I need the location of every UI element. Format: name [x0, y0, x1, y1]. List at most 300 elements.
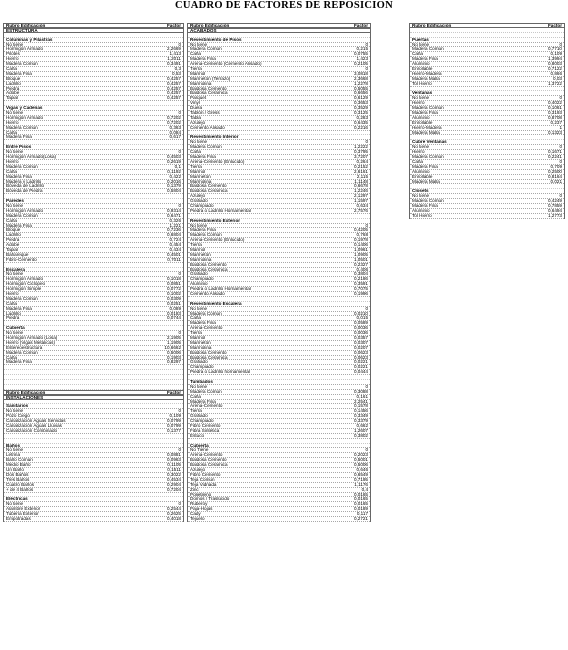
factor-value: 0,7202: [166, 115, 181, 120]
factor-value: 0,9314: [166, 208, 181, 213]
factor-value: [301, 135, 370, 139]
factor-value: 0,0799: [166, 419, 181, 424]
factor-value: 0,2016: [166, 179, 181, 184]
factor-value: 0,0444: [353, 370, 368, 375]
rubro-label: Estereoestructura: [6, 345, 43, 350]
factor-value: [115, 101, 183, 105]
factor-value: 0,3022: [166, 472, 181, 477]
rubro-label: [188, 214, 301, 218]
factor-value: 0,363: [169, 125, 181, 130]
factor-value: [301, 375, 370, 379]
rubro-label: Piedra: [6, 86, 20, 91]
rubro-label: Hormigón Armado (Losa): [6, 336, 58, 340]
rubro-label: Tejuelo: [190, 516, 205, 521]
rubro-label: Mármol: [190, 71, 206, 76]
rubro-label: Baldosa Cemento: [190, 350, 227, 355]
factor-row: [188, 517, 370, 522]
rubro-label: Madera Fina: [6, 360, 32, 365]
rubro-label: Caña: [6, 218, 17, 223]
factor-value: 0,634: [356, 203, 368, 208]
factor-value: 0,6129: [353, 96, 368, 101]
rubro-label: Madera Común: [6, 62, 38, 67]
factor-value: 1,221: [169, 223, 181, 228]
factor-value: 1,1148: [354, 179, 368, 184]
rubro-label: INSTALACIONES: [6, 395, 44, 399]
rubro-label: [410, 28, 505, 32]
rubro-label: [188, 297, 301, 301]
rubro-label: Madera Fina: [190, 228, 216, 233]
rubro-label: Caña: [190, 316, 201, 321]
rubro-label: Hierro: [6, 120, 19, 125]
rubro-label: No tiene: [190, 140, 208, 145]
factor-value: 0,7075: [353, 287, 368, 291]
rubro-label: Madera Fina: [6, 135, 32, 140]
rubro-label: Fibro Cemento: [190, 472, 221, 477]
rubro-label: Parquet: [190, 96, 207, 101]
rubro-label: Canalización Aguas Lluvias: [6, 424, 62, 428]
factor-value: [301, 38, 370, 42]
rubro-label: Arena-Cemento: [190, 404, 223, 409]
rubro-label: No tiene: [412, 42, 430, 47]
rubro-label: [4, 33, 115, 37]
rubro-label: Madera Común: [6, 350, 38, 355]
rubro-label: Cuatro Baños: [6, 482, 35, 487]
rubro-label: [4, 321, 115, 325]
factor-value: 0,6804: [166, 233, 181, 238]
factor-value: 2,1905: [166, 336, 181, 340]
factor-value: 0,3: [174, 67, 181, 71]
factor-value: 0,1323: [547, 130, 562, 135]
rubro-label: Baldosa Cemento: [190, 458, 227, 463]
factor-value: 0,2327: [353, 262, 368, 267]
factor-value: 0,0357: [353, 336, 368, 340]
factor-value: 1: [559, 125, 562, 130]
rubro-label: Enrollable: [412, 174, 433, 179]
rubro-label: Caña: [190, 52, 201, 57]
factor-value: 0,4205: [353, 228, 368, 233]
rubro-label: Baño Común: [6, 458, 33, 463]
factor-value: 0,2904: [166, 482, 181, 487]
factor-value: [505, 189, 564, 193]
rubro-label: Rubro Edificación: [412, 24, 452, 27]
rubro-label: Madera Fina: [190, 399, 216, 404]
rubro-label: Enrollable: [412, 67, 433, 71]
rubro-label: Baldosa Cerámica: [190, 189, 228, 194]
factor-value: 0,3653: [353, 101, 368, 106]
rubro-label: Hierro-Madera: [412, 71, 442, 76]
rubro-label: Arena-Cemento (Enlucido): [190, 238, 245, 243]
rubro-label: Tapial: [6, 96, 19, 101]
rubro-label: Grafiado: [190, 414, 208, 419]
rubro-label: Madera Común: [6, 213, 38, 218]
rubro-label: Madera Común: [6, 296, 38, 301]
factor-value: 2,3668: [353, 76, 368, 81]
rubro-label: No tiene: [190, 306, 208, 311]
rubro-label: Arena-Cemento (Cemento Alisado): [190, 62, 262, 67]
factor-value: 2,115: [356, 174, 368, 179]
rubro-label: Cemento Alisado: [190, 291, 225, 296]
rubro-label: Tubería Exterior: [6, 512, 39, 516]
rubro-label: Caña: [6, 169, 17, 174]
rubro-label: Bóveda de Piedra: [6, 189, 43, 194]
factor-value: 0,03: [553, 76, 562, 81]
factor-value: 0,2619: [166, 159, 181, 164]
factor-value: [115, 400, 183, 404]
factor-value: 0,1379: [166, 184, 181, 189]
rubro-label: No tiene: [190, 223, 208, 228]
factor-value: 0,4257: [166, 91, 181, 96]
rubro-label: Canalización Aguas Servidas: [6, 419, 66, 424]
rubro-label: Madera Común: [412, 155, 444, 159]
factor-value: 0: [178, 448, 181, 453]
rubro-label: No tiene: [6, 111, 24, 115]
factor-value: 0,6549: [353, 472, 368, 477]
factor-value: 0,406: [356, 267, 368, 272]
rubro-label: Ventanas: [412, 91, 433, 96]
rubro-label: Madera Fina: [6, 306, 32, 311]
rubro-label: Aluminio: [190, 282, 208, 287]
factor-value: 0,6435: [353, 120, 368, 125]
factor-value: 0,4249: [547, 199, 562, 203]
rubro-label: Empotradas: [6, 516, 31, 521]
rubro-label: No tiene: [412, 145, 430, 150]
rubro-label: Hormigón Armado: [6, 208, 44, 213]
rubro-label: Marmolina: [190, 345, 212, 350]
factor-value: 0: [365, 42, 368, 47]
factor-value: 0,0744: [166, 316, 181, 321]
rubro-label: Medio Baño: [6, 463, 31, 468]
factor-value: 0,7236: [166, 228, 181, 233]
rubro-label: Hormigón Armado(Losa): [6, 155, 57, 159]
rubro-label: Piedra: [6, 316, 20, 321]
factor-value: 1,1597: [353, 199, 368, 203]
factor-value: [301, 297, 370, 301]
rubro-label: Revestimiento Interior: [190, 135, 239, 140]
factor-value: 0,7202: [166, 120, 181, 125]
factor-value: 0,1105: [167, 463, 181, 468]
factor-value: 0,8003: [547, 62, 562, 67]
factor-value: 0,2625: [166, 512, 181, 516]
factor-row: [410, 214, 564, 219]
rubro-label: ESTRUCTURA: [6, 28, 38, 32]
rubro-label: Bahareque: [6, 252, 29, 257]
rubro-label: Marmolina: [190, 257, 212, 262]
rubro-label: [4, 380, 115, 384]
factor-value: 1,0961: [353, 247, 368, 252]
rubro-label: Vigas y Cadenas: [6, 106, 43, 111]
rubro-label: Revestimiento Escalera: [190, 301, 242, 306]
rubro-label: Tapial: [6, 247, 19, 252]
factor-value: 0,084: [169, 130, 181, 135]
rubro-label: Adobe: [6, 91, 20, 96]
rubro-label: Madera Común: [190, 389, 222, 394]
rubro-label: [4, 365, 115, 369]
rubro-label: Hormigón Armado: [6, 115, 44, 120]
factor-value: [301, 302, 370, 306]
rubro-label: Marmolina: [190, 81, 212, 86]
rubro-label: [4, 194, 115, 198]
factor-value: 0,1671: [547, 150, 562, 155]
factor-value: 1,2246: [353, 189, 368, 194]
factor-value: 0,3529: [353, 106, 368, 111]
factor-value: 0,2241: [547, 155, 562, 159]
rubro-label: [410, 184, 505, 188]
factor-value: 0,215: [356, 47, 368, 52]
rubro-label: Baldosa Cemento: [190, 262, 227, 267]
rubro-label: Baños: [6, 443, 21, 448]
factor-value: 0,434: [169, 247, 181, 252]
factor-value: 2,7576: [353, 208, 368, 213]
factor-value: 1,2607: [353, 428, 368, 433]
factor-value: 0: [178, 111, 181, 115]
factor-value: 0,0221: [353, 365, 368, 370]
factor-value: 0,454: [169, 243, 181, 247]
factor-value: 0,0165: [353, 502, 368, 507]
factor-value: [115, 145, 183, 149]
rubro-label: [188, 33, 301, 37]
factor-value: 3,7207: [353, 155, 368, 159]
factor-value: [505, 33, 564, 37]
rubro-label: No tiene: [6, 150, 24, 155]
factor-value: 0,6494: [547, 208, 562, 213]
factor-value: 0,5804: [166, 189, 181, 194]
factor-value: [115, 106, 183, 110]
factor-value: 0,0307: [353, 340, 368, 345]
factor-value: 0,1377: [166, 428, 181, 433]
factor-value: 0,8297: [166, 360, 181, 365]
factor-value: 0: [365, 67, 368, 71]
rubro-label: Rubro Edificación: [190, 24, 230, 27]
rubro-label: Mármol: [190, 169, 206, 174]
factor-value: 0: [365, 223, 368, 228]
rubro-label: Cubierta: [190, 443, 209, 448]
rubro-label: Escalera: [6, 267, 25, 272]
factor-value: 0,4257: [166, 96, 181, 101]
rubro-label: No tiene: [6, 203, 24, 208]
rubro-label: Revestimiento Exterior: [190, 218, 241, 223]
rubro-label: Caña: [6, 301, 17, 306]
factor-value: [115, 268, 183, 272]
rubro-label: Aluminio: [412, 208, 430, 213]
rubro-label: Madera Fina: [6, 174, 32, 179]
factor-value: [115, 444, 183, 448]
factor-value: 0,109: [550, 52, 562, 57]
factor-value: 0,0623: [353, 355, 368, 360]
column-estructura-instalaciones: [3, 23, 184, 522]
factor-value: 0,6471: [166, 213, 181, 218]
factor-value: 0,53: [172, 71, 181, 76]
page-title: CUADRO DE FACTORES DE REPOSICION: [174, 0, 394, 11]
factor-value: 0,866: [550, 71, 562, 76]
rubro-label: Madera y Ladrillo: [6, 179, 42, 184]
factor-value: 1,2278: [353, 81, 368, 86]
factor-value: 0,662: [356, 424, 368, 428]
rubro-label: Madera Malla: [412, 130, 440, 135]
factor-value: 0,3591: [353, 282, 368, 287]
rubro-label: [188, 375, 301, 379]
factor-value: 0,4022: [547, 101, 562, 106]
rubro-label: Un Baño: [6, 468, 24, 472]
rubro-label: Grafiado: [190, 199, 208, 203]
rubro-label: [4, 493, 115, 497]
rubro-label: Baldosa Cemento: [190, 184, 227, 189]
rubro-label: + de 4 Baños: [6, 487, 34, 492]
factor-value: 0,0251: [166, 301, 181, 306]
rubro-label: No tiene: [6, 42, 24, 47]
rubro-label: Marmolina: [190, 179, 212, 184]
factor-value: 0,264: [356, 159, 368, 164]
rubro-label: No tiene: [190, 384, 208, 389]
rubro-label: Piedra o Ladrillo Hornamental: [190, 287, 251, 291]
rubro-label: Tablón / Gress: [190, 111, 220, 115]
rubro-label: Aluminio: [412, 115, 430, 120]
factor-value: 0: [365, 140, 368, 145]
rubro-label: No tiene: [190, 42, 208, 47]
rubro-label: Azulejo: [190, 120, 206, 125]
factor-value: 0,768: [356, 233, 368, 238]
factor-value: 1,3722: [547, 81, 562, 86]
factor-value: 0: [178, 331, 181, 335]
factor-value: [505, 38, 564, 42]
factor-value: 0,709: [550, 164, 562, 169]
rubro-label: Baldosa Cemento: [190, 86, 227, 91]
factor-value: 0,0589: [353, 321, 368, 326]
column-carpinteria: [409, 23, 565, 219]
rubro-label: [4, 101, 115, 105]
factor-value: 0,0772: [166, 287, 181, 291]
rubro-label: Baldosa Cerámica: [190, 463, 228, 468]
factor-value: [115, 365, 183, 369]
factor-value: 0,0963: [166, 458, 181, 463]
rubro-label: [4, 370, 115, 374]
rubro-label: Baldosa Cerámica: [190, 91, 228, 96]
factor-value: 0,7204: [166, 487, 181, 492]
factor-value: 0,4503: [166, 155, 181, 159]
factor-value: 0,3088: [353, 389, 368, 394]
factor-value: 2,2541: [353, 399, 368, 404]
factor-value: [115, 434, 183, 438]
factor-value: [115, 439, 183, 443]
rubro-label: Hierro (Vigas Metálicas): [6, 340, 55, 345]
factor-value: 0,7859: [547, 203, 562, 208]
rubro-label: Marmetón (Terrazo): [190, 76, 231, 81]
factor-value: 0: [178, 203, 181, 208]
factor-value: [505, 91, 564, 95]
rubro-label: Sanitarios: [6, 404, 29, 409]
factor-value: [115, 404, 183, 408]
rubro-label: Cady: [190, 512, 201, 516]
rubro-label: Teja Común: [190, 477, 215, 482]
rubro-label: Caña: [6, 355, 17, 360]
factor-value: 1,2011: [167, 57, 181, 62]
factor-value: 0,4257: [166, 86, 181, 91]
rubro-label: Madera Fina: [412, 111, 438, 115]
rubro-label: Zinc: [190, 487, 199, 492]
rubro-label: Arena-Cemento: [190, 326, 223, 331]
factor-value: 0,3349: [353, 414, 368, 419]
factor-value: 0,5006: [166, 350, 181, 355]
rubro-label: No tiene: [6, 272, 24, 277]
factor-value: [301, 214, 370, 218]
rubro-label: Columnas y Pilastras: [6, 37, 53, 42]
rubro-label: [410, 33, 505, 37]
rubro-label: Hierro: [412, 101, 425, 106]
rubro-label: Tierra: [190, 331, 202, 335]
factor-value: 0,117: [356, 512, 368, 516]
rubro-label: Caña: [6, 67, 17, 71]
factor-value: 0: [178, 272, 181, 277]
factor-value: 0,2721: [353, 516, 368, 521]
rubro-label: Hormigón Ciclopeo: [6, 282, 46, 287]
factor-value: [505, 28, 564, 32]
factor-value: 0,1456: [353, 409, 368, 414]
factor-value: 0,1192: [167, 169, 181, 174]
factor-value: 0,1511: [167, 468, 181, 472]
factor-value: 0,2216: [353, 125, 368, 130]
factor-value: 0: [365, 448, 368, 453]
factor-value: [115, 375, 183, 379]
rubro-label: Madera Común: [190, 47, 222, 52]
factor-value: [301, 131, 370, 135]
factor-value: [115, 385, 183, 389]
rubro-label: [4, 263, 115, 267]
rubro-label: Tol Hierro: [412, 81, 432, 86]
factor-value: 0,7710: [547, 47, 562, 52]
rubro-label: Champiado: [190, 419, 214, 424]
rubro-label: Paja-Hojas: [190, 507, 213, 512]
factor-value: [301, 380, 370, 384]
rubro-label: Madera Común: [190, 311, 222, 316]
factor-value: 0,0623: [353, 350, 368, 355]
factor-value: 0,0036: [353, 331, 368, 335]
factor-value: 0,326: [169, 218, 181, 223]
rubro-label: Tumbados: [190, 380, 213, 384]
rubro-label: Ladrillo: [6, 311, 21, 316]
factor-value: 0: [559, 42, 562, 47]
rubro-label: Piedra: [6, 238, 20, 243]
factor-value: 1,423: [356, 57, 368, 62]
rubro-label: [4, 434, 115, 438]
factor-value: 0,7122: [547, 67, 562, 71]
rubro-label: Marmetón: [190, 340, 211, 345]
rubro-label: [410, 87, 505, 91]
rubro-label: No tiene: [412, 96, 430, 101]
factor-value: 0,3795: [353, 150, 368, 155]
factor-value: [115, 321, 183, 325]
rubro-label: Pozo Ciego: [6, 414, 30, 419]
factor-value: [115, 38, 183, 42]
rubro-label: Madera Malla: [412, 179, 440, 184]
factor-value: [115, 497, 183, 501]
rubro-label: Entre Pisos: [6, 145, 32, 150]
rubro-label: Pilotes: [6, 52, 20, 57]
factor-value: [115, 493, 183, 497]
factor-value: 2,2669: [166, 47, 181, 52]
factor-value: [115, 380, 183, 384]
rubro-label: Madera Fina: [6, 223, 32, 228]
factor-value: 1,2222: [353, 145, 368, 150]
rubro-label: Revestimiento de Pisos: [190, 37, 242, 42]
rubro-label: Tierra: [190, 409, 202, 414]
rubro-label: Marmetón: [190, 252, 211, 257]
rubro-label: Madera Fina: [190, 155, 216, 159]
rubro-label: Madera Común: [412, 47, 444, 52]
factor-value: Factor: [353, 24, 368, 27]
factor-value: [301, 33, 370, 37]
factor-value: 0,089: [169, 306, 181, 311]
factor-value: 0,1061: [547, 106, 562, 111]
factor-value: [115, 199, 183, 203]
